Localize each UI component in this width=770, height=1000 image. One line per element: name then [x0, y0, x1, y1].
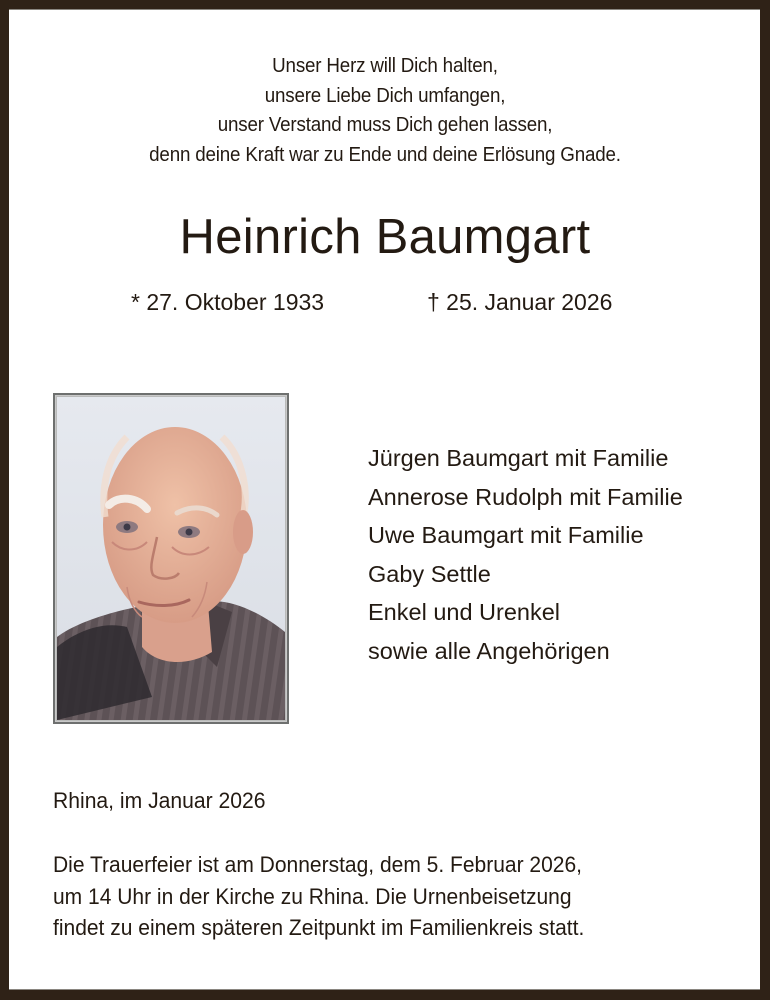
mourner-item: Jürgen Baumgart mit Familie [368, 445, 669, 471]
poem-line: unsere Liebe Dich umfangen, [264, 84, 506, 107]
ceremony-info [53, 849, 584, 944]
portrait-person-icon [57, 397, 285, 720]
ceremony-line: Die Trauerfeier ist am Donnerstag, dem 5. Februar 2026, [53, 852, 583, 877]
mourner-item: Annerose Rudolph mit Familie [368, 483, 683, 510]
place-and-date: Rhina, im Januar 2026 [53, 788, 266, 813]
ceremony-line: findet zu einem späteren Zeitpunkt im Familienkreis statt. [53, 915, 585, 940]
poem [23, 52, 747, 170]
deceased-name: Heinrich Baumgart [179, 210, 591, 264]
ceremony-line: um 14 Uhr in der Kirche zu Rhina. Die Urnenbeisetzung [53, 883, 572, 909]
mourner-item: Gaby Settle [368, 560, 491, 587]
mourner-item: sowie alle Angehörigen [368, 637, 610, 664]
poem-line: Unser Herz will Dich halten, [272, 55, 498, 77]
portrait-photo [53, 393, 289, 724]
mourners-list [368, 439, 683, 671]
death-date: † 25. Januar 2026 [427, 289, 613, 315]
poem-line: unser Verstand muss Dich gehen lassen, [217, 114, 553, 136]
portrait-image [56, 396, 286, 721]
poem-line: denn deine Kraft war zu Ende und deine Erlösung Gnade. [149, 143, 621, 166]
mourner-item: Uwe Baumgart mit Familie [368, 522, 644, 549]
mourner-item: Enkel und Urenkel [368, 599, 561, 626]
birth-date: * 27. Oktober 1933 [131, 289, 325, 315]
